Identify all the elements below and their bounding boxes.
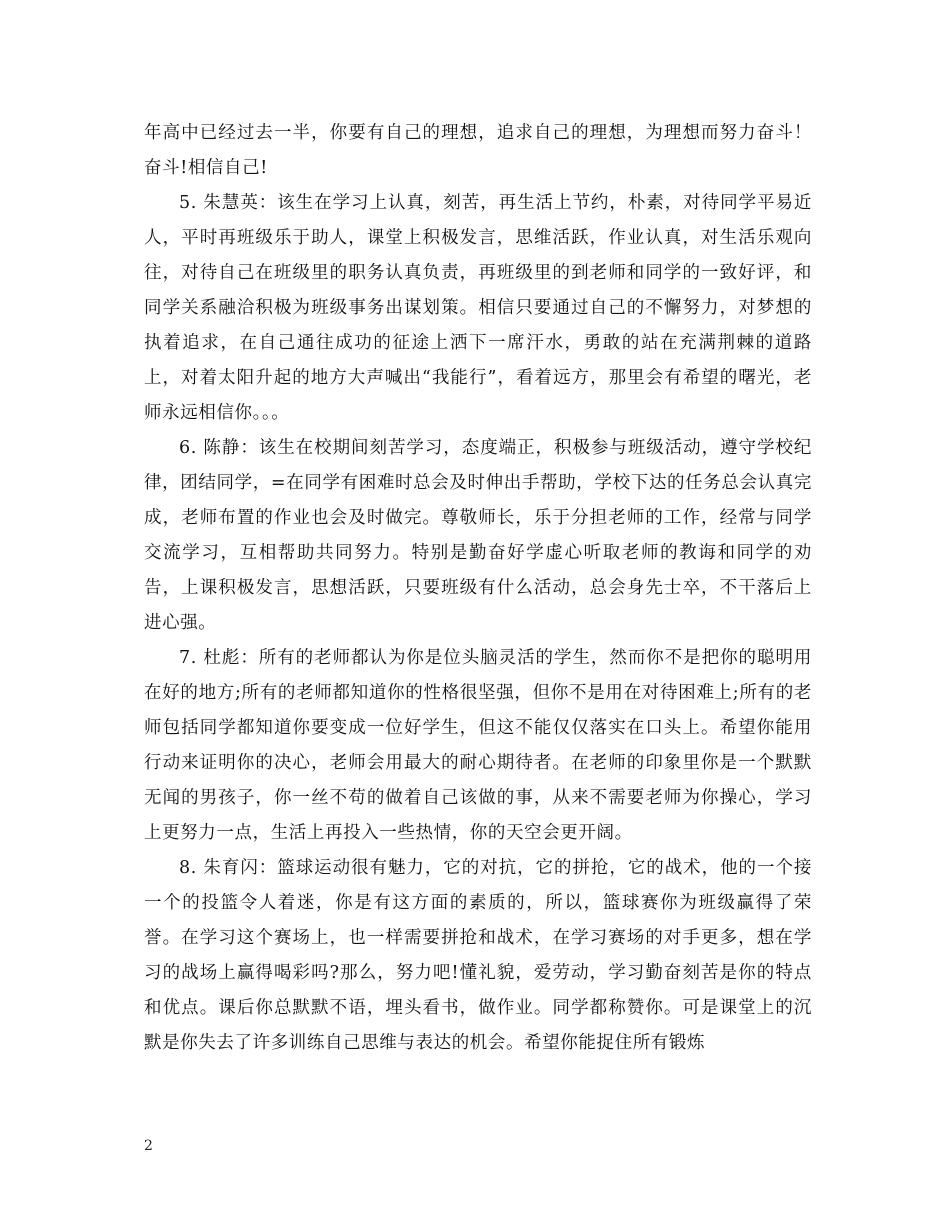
body-text <box>144 116 812 1061</box>
paragraph-item-7: 7. 杜彪：所有的老师都认为你是位头脑灵活的学生，然而你不是把你的聪明用在好的地方;所有的老师都知道你的性格很坚强，但你不是用在对待困难上;所有的老师包括同学都知道你要变成一位好学生，但这不能仅仅落实在口头上。希望你能用行动来证明你的决心，老师会用最大的耐心期待者。在老师的印象里你是一个默默无闻的男孩子，你一丝不苟的做着自己该做的事，从来不需要老师为你操心，学习上更努力一点，生活上再投入一些热情，你的天空会更开阔。 <box>144 648 812 843</box>
paragraph-continuation: 年高中已经过去一半，你要有自己的理想，追求自己的理想，为理想而努力奋斗！奋斗!相信自己! <box>144 123 812 178</box>
paragraph-item-6: 6. 陈静：该生在校期间刻苦学习，态度端正，积极参与班级活动，遵守学校纪律，团结同学，=在同学有困难时总会及时伸出手帮助，学校下达的任务总会认真完成，老师布置的作业也会及时做完。尊敬师长，乐于分担老师的工作，经常与同学交流学习，互相帮助共同努力。特别是勤奋好学虚心听取老师的教诲和同学的劝告，上课积极发言，思想活跃，只要班级有什么活动，总会身先士卒，不干落后上进心强。 <box>144 438 812 633</box>
page-number: 2 <box>144 1138 153 1154</box>
paragraph-item-5: 5. 朱慧英：该生在学习上认真，刻苦，再生活上节约，朴素，对待同学平易近人，平时再班级乐于助人，课堂上积极发言，思维活跃，作业认真，对生活乐观向往，对待自己在班级里的职务认真负责，再班级里的到老师和同学的一致好评，和同学关系融洽积极为班级事务出谋划策。相信只要通过自己的不懈努力，对梦想的执着追求，在自己通往成功的征途上洒下一席汗水，勇敢的站在充满荆棘的道路上，对着太阳升起的地方大声喊出“我能行”，看着远方，那里会有希望的曙光，老师永远相信你。。。 <box>144 193 812 423</box>
paragraph-item-8: 8. 朱育闪：篮球运动很有魅力，它的对抗，它的拼抢，它的战术，他的一个接一个的投篮令人着迷，你是有这方面的素质的，所以，篮球赛你为班级赢得了荣誉。在学习这个赛场上，也一样需要拼抢和战术，在学习赛场的对手更多，想在学习的战场上赢得喝彩吗?那么，努力吧!懂礼貌，爱劳动，学习勤奋刻苦是你的特点和优点。课后你总默默不语，埋头看书，做作业。同学都称赞你。可是课堂上的沉默是你失去了许多训练自己思维与表达的机会。希望你能捉住所有锻炼 <box>144 858 812 1053</box>
